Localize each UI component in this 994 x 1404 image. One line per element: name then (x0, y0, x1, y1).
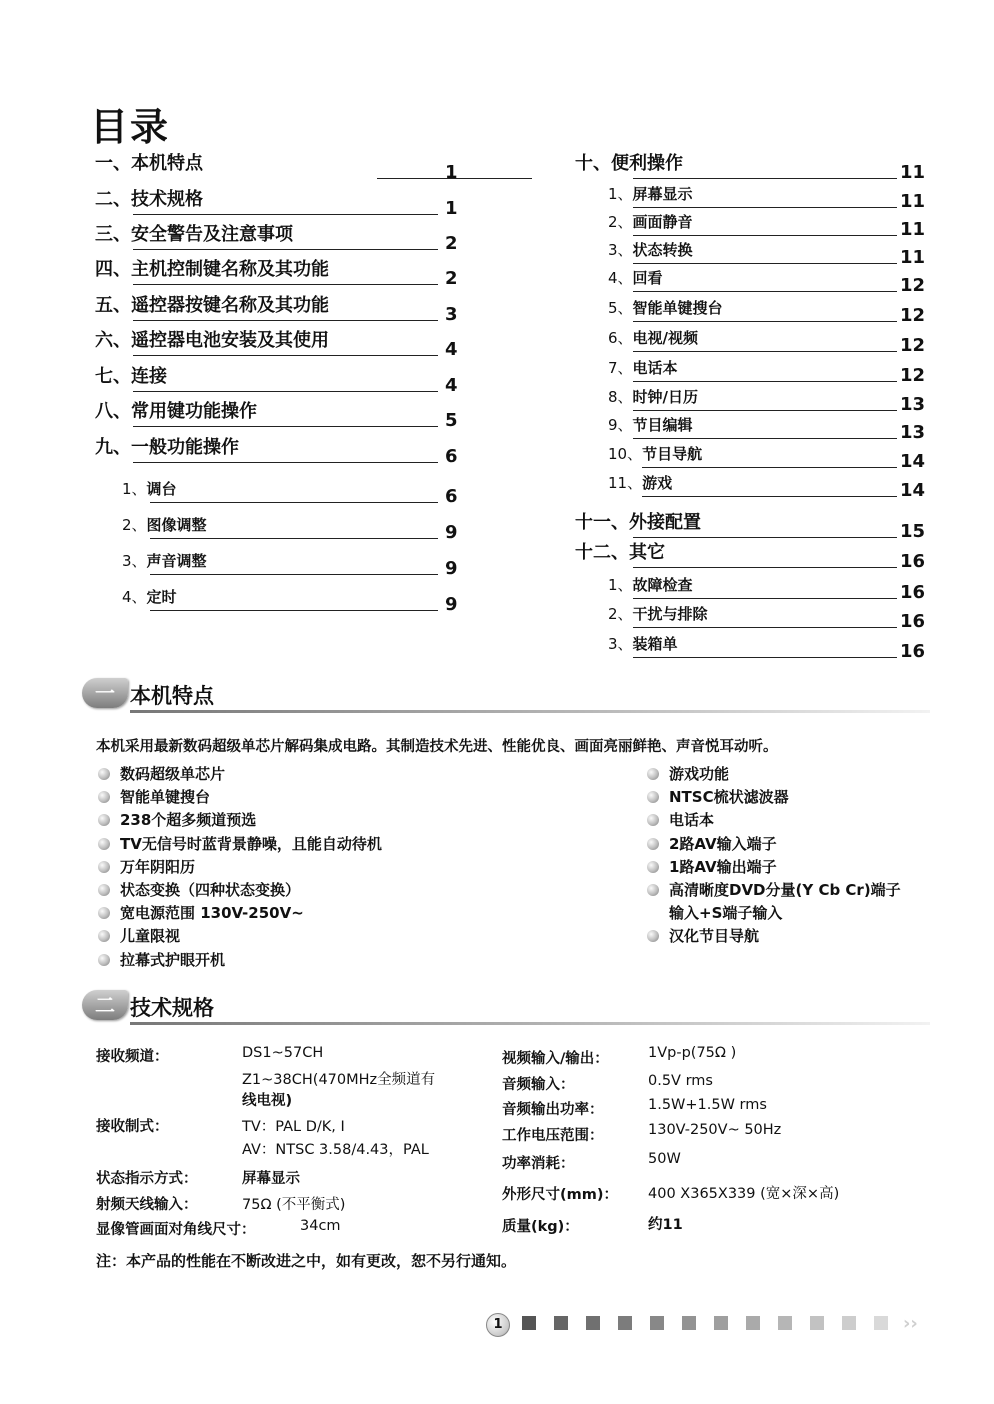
toc-item[interactable]: 七、连接 4 (95, 366, 458, 396)
toc-leader-line (133, 214, 438, 215)
spec-key: 视频输入/输出： (502, 1051, 609, 1067)
bullet-icon (647, 930, 659, 942)
section-badge: 一 (82, 678, 128, 708)
toc-item[interactable]: 十一、外接配置 15 (575, 512, 926, 542)
spec-table-left (96, 1045, 496, 1245)
bullet-icon (98, 884, 110, 896)
toc-subitem[interactable]: 3、装箱单 16 (608, 635, 926, 662)
toc-subitem[interactable]: 1、调台 6 (122, 480, 458, 507)
section-badge: 二 (82, 990, 128, 1020)
toc-item[interactable]: 三、安全警告及注意事项 2 (95, 224, 458, 254)
spec-table-right (502, 1045, 922, 1245)
list-item: 238个超多频道预选 (96, 809, 382, 832)
toc-item[interactable]: 四、主机控制键名称及其功能 2 (95, 259, 458, 289)
section-header-specs (82, 990, 932, 1026)
toc-leader-line (633, 321, 897, 322)
footnote: 注：本产品的性能在不断改进之中，如有更改，恕不另行通知。 (96, 1252, 517, 1270)
toc-leader-line (642, 467, 897, 468)
toc-leader-line (133, 355, 438, 356)
footer-square (842, 1316, 856, 1330)
spec-value: 1.5W+1.5W rms (648, 1097, 767, 1113)
footer-square (650, 1316, 664, 1330)
toc-leader-line (633, 657, 897, 658)
bullet-icon (98, 954, 110, 966)
spec-key: 射频天线输入： (96, 1197, 198, 1213)
list-item: 1路AV输出端子 (645, 856, 901, 879)
toc-subitem[interactable]: 7、电话本 12 (608, 359, 926, 386)
page-title: 目录 (90, 105, 171, 149)
list-item: 宽电源范围 130V-250V~ (96, 902, 382, 925)
toc-leader-line (150, 610, 438, 611)
spec-key: 显像管画面对角线尺寸： (96, 1222, 256, 1238)
bullet-icon (647, 861, 659, 873)
section-rule (130, 710, 930, 713)
footer-square (682, 1316, 696, 1330)
toc-leader-line (633, 598, 897, 599)
toc-item[interactable]: 八、常用键功能操作 5 (95, 401, 458, 431)
bullet-icon (647, 768, 659, 780)
toc-subitem[interactable]: 8、时钟/日历 13 (608, 388, 926, 415)
footer-square (714, 1316, 728, 1330)
spec-value: DS1~57CH (242, 1045, 324, 1061)
toc-leader-line (150, 574, 438, 575)
toc-item[interactable]: 一、本机特点 1 (95, 151, 460, 177)
toc-leader-line (133, 391, 438, 392)
spec-value: 0.5V rms (648, 1073, 713, 1089)
footer-square (746, 1316, 760, 1330)
spec-key: 接收频道： (96, 1049, 169, 1065)
footer-square (554, 1316, 568, 1330)
intro-text: 本机采用最新数码超级单芯片解码集成电路。其制造技术先进、性能优良、画面亮丽鲜艳、声音悦耳动听。 (96, 739, 778, 755)
spec-value: 75Ω (不平衡式) (242, 1197, 346, 1213)
toc-leader-line (633, 438, 897, 439)
footer-square (618, 1316, 632, 1330)
list-item: 智能单键搜台 (96, 786, 382, 809)
toc-leader-line (633, 627, 897, 628)
toc-subitem[interactable]: 3、状态转换 11 (608, 241, 926, 268)
toc-subitem[interactable]: 4、回看 12 (608, 269, 926, 296)
toc-subitem[interactable]: 1、故障检查 16 (608, 576, 926, 603)
feature-list-left (96, 763, 382, 972)
bullet-icon (98, 768, 110, 780)
toc-leader-line (633, 351, 897, 352)
bullet-icon (98, 838, 110, 850)
toc-item[interactable]: 二、技术规格 1 (95, 189, 458, 219)
spec-key: 接收制式： (96, 1119, 169, 1135)
spec-value: 34cm (300, 1218, 341, 1234)
toc-leader-line (133, 426, 438, 427)
toc-leader-line (133, 284, 438, 285)
spec-value: 线电视) (242, 1093, 293, 1109)
bullet-icon (98, 814, 110, 826)
list-item: 儿童限视 (96, 925, 382, 948)
toc-leader-line (633, 178, 897, 179)
spec-value: 1Vp-p(75Ω ) (648, 1045, 737, 1061)
bullet-icon (98, 930, 110, 942)
toc-subitem[interactable]: 3、声音调整 9 (122, 552, 458, 579)
footer-square (522, 1316, 536, 1330)
toc-leader-line (133, 462, 438, 463)
toc-item[interactable]: 十、便利操作 11 (575, 153, 926, 183)
bullet-icon (647, 814, 659, 826)
toc-leader-line (133, 320, 438, 321)
toc-subitem[interactable]: 9、节目编辑 13 (608, 416, 926, 443)
footer-square (874, 1316, 888, 1330)
list-item: 拉幕式护眼开机 (96, 949, 382, 972)
toc-item[interactable]: 十二、其它 16 (575, 542, 926, 572)
feature-list-right (645, 763, 901, 949)
spec-key: 质量(kg)： (502, 1219, 579, 1235)
toc-leader-line (133, 249, 438, 250)
bullet-icon (647, 884, 659, 896)
toc-leader-line (633, 567, 897, 568)
spec-key: 状态指示方式： (96, 1171, 198, 1187)
toc-leader-line (642, 496, 897, 497)
list-item: 万年阴阳历 (96, 856, 382, 879)
spec-value: AV：NTSC 3.58/4.43，PAL (242, 1142, 429, 1158)
list-item: 电话本 (645, 809, 901, 832)
page-number: 1 (486, 1313, 510, 1337)
toc-leader-line (633, 381, 897, 382)
toc-subitem[interactable]: 2、画面静音 11 (608, 213, 926, 240)
toc-item[interactable]: 九、一般功能操作 6 (95, 437, 458, 467)
spec-value: Z1~38CH(470MHz全频道有 (242, 1072, 436, 1088)
spec-value: 50W (648, 1151, 681, 1167)
list-item: 高清晰度DVD分量(Y Cb Cr)端子 (645, 879, 901, 902)
toc-leader-line (633, 537, 897, 538)
spec-value: 约11 (648, 1217, 683, 1233)
bullet-icon (98, 907, 110, 919)
bullet-icon (98, 791, 110, 803)
spec-value: 屏幕显示 (242, 1171, 300, 1187)
toc-subitem[interactable]: 2、图像调整 9 (122, 516, 458, 543)
list-item: 数码超级单芯片 (96, 763, 382, 786)
footer-square (586, 1316, 600, 1330)
spec-key: 功率消耗： (502, 1156, 575, 1172)
toc-item[interactable]: 六、遥控器电池安装及其使用 4 (95, 330, 458, 360)
next-arrow-icon: ›› (903, 1313, 918, 1334)
list-item: 2路AV输入端子 (645, 833, 901, 856)
toc-subitem[interactable]: 6、电视/视频 12 (608, 329, 926, 356)
list-item: NTSC梳状滤波器 (645, 786, 901, 809)
list-item: 游戏功能 (645, 763, 901, 786)
section-title: 技术规格 (130, 996, 214, 1020)
section-header-features (82, 678, 932, 714)
spec-key: 音频输出功率： (502, 1102, 604, 1118)
toc-subitem[interactable]: 10、节目导航 14 (608, 445, 926, 472)
toc-subitem[interactable]: 11、游戏 14 (608, 474, 926, 501)
spec-value: 130V-250V~ 50Hz (648, 1122, 782, 1138)
toc-leader-line (150, 502, 438, 503)
bullet-icon (647, 838, 659, 850)
toc-subitem[interactable]: 2、干扰与排除 16 (608, 605, 926, 632)
spec-value: TV：PAL D/K, I (242, 1119, 345, 1135)
spec-value: 400 X365X339 (宽×深×高) (648, 1186, 840, 1202)
spec-key: 外形尺寸(mm)： (502, 1187, 618, 1203)
list-item: TV无信号时蓝背景静噪，且能自动待机 (96, 833, 382, 856)
list-item: 状态变换（四种状态变换） (96, 879, 382, 902)
toc-subitem[interactable]: 4、定时 9 (122, 588, 458, 615)
toc-leader-line (150, 538, 438, 539)
footer-square (778, 1316, 792, 1330)
toc-leader-line (633, 291, 897, 292)
list-item-continuation: 输入+S端子输入 (669, 904, 783, 923)
spec-key: 音频输入： (502, 1077, 575, 1093)
toc-subitem[interactable]: 5、智能单键搜台 12 (608, 299, 926, 326)
section-title: 本机特点 (130, 684, 214, 708)
toc-item[interactable]: 五、遥控器按键名称及其功能 3 (95, 295, 458, 325)
section-rule (130, 1022, 930, 1025)
bullet-icon (98, 861, 110, 873)
spec-key: 工作电压范围： (502, 1128, 604, 1144)
bullet-icon (647, 791, 659, 803)
toc-subitem[interactable]: 1、屏幕显示 11 (608, 185, 926, 212)
footer-square (810, 1316, 824, 1330)
list-item: 汉化节目导航 (645, 925, 901, 948)
